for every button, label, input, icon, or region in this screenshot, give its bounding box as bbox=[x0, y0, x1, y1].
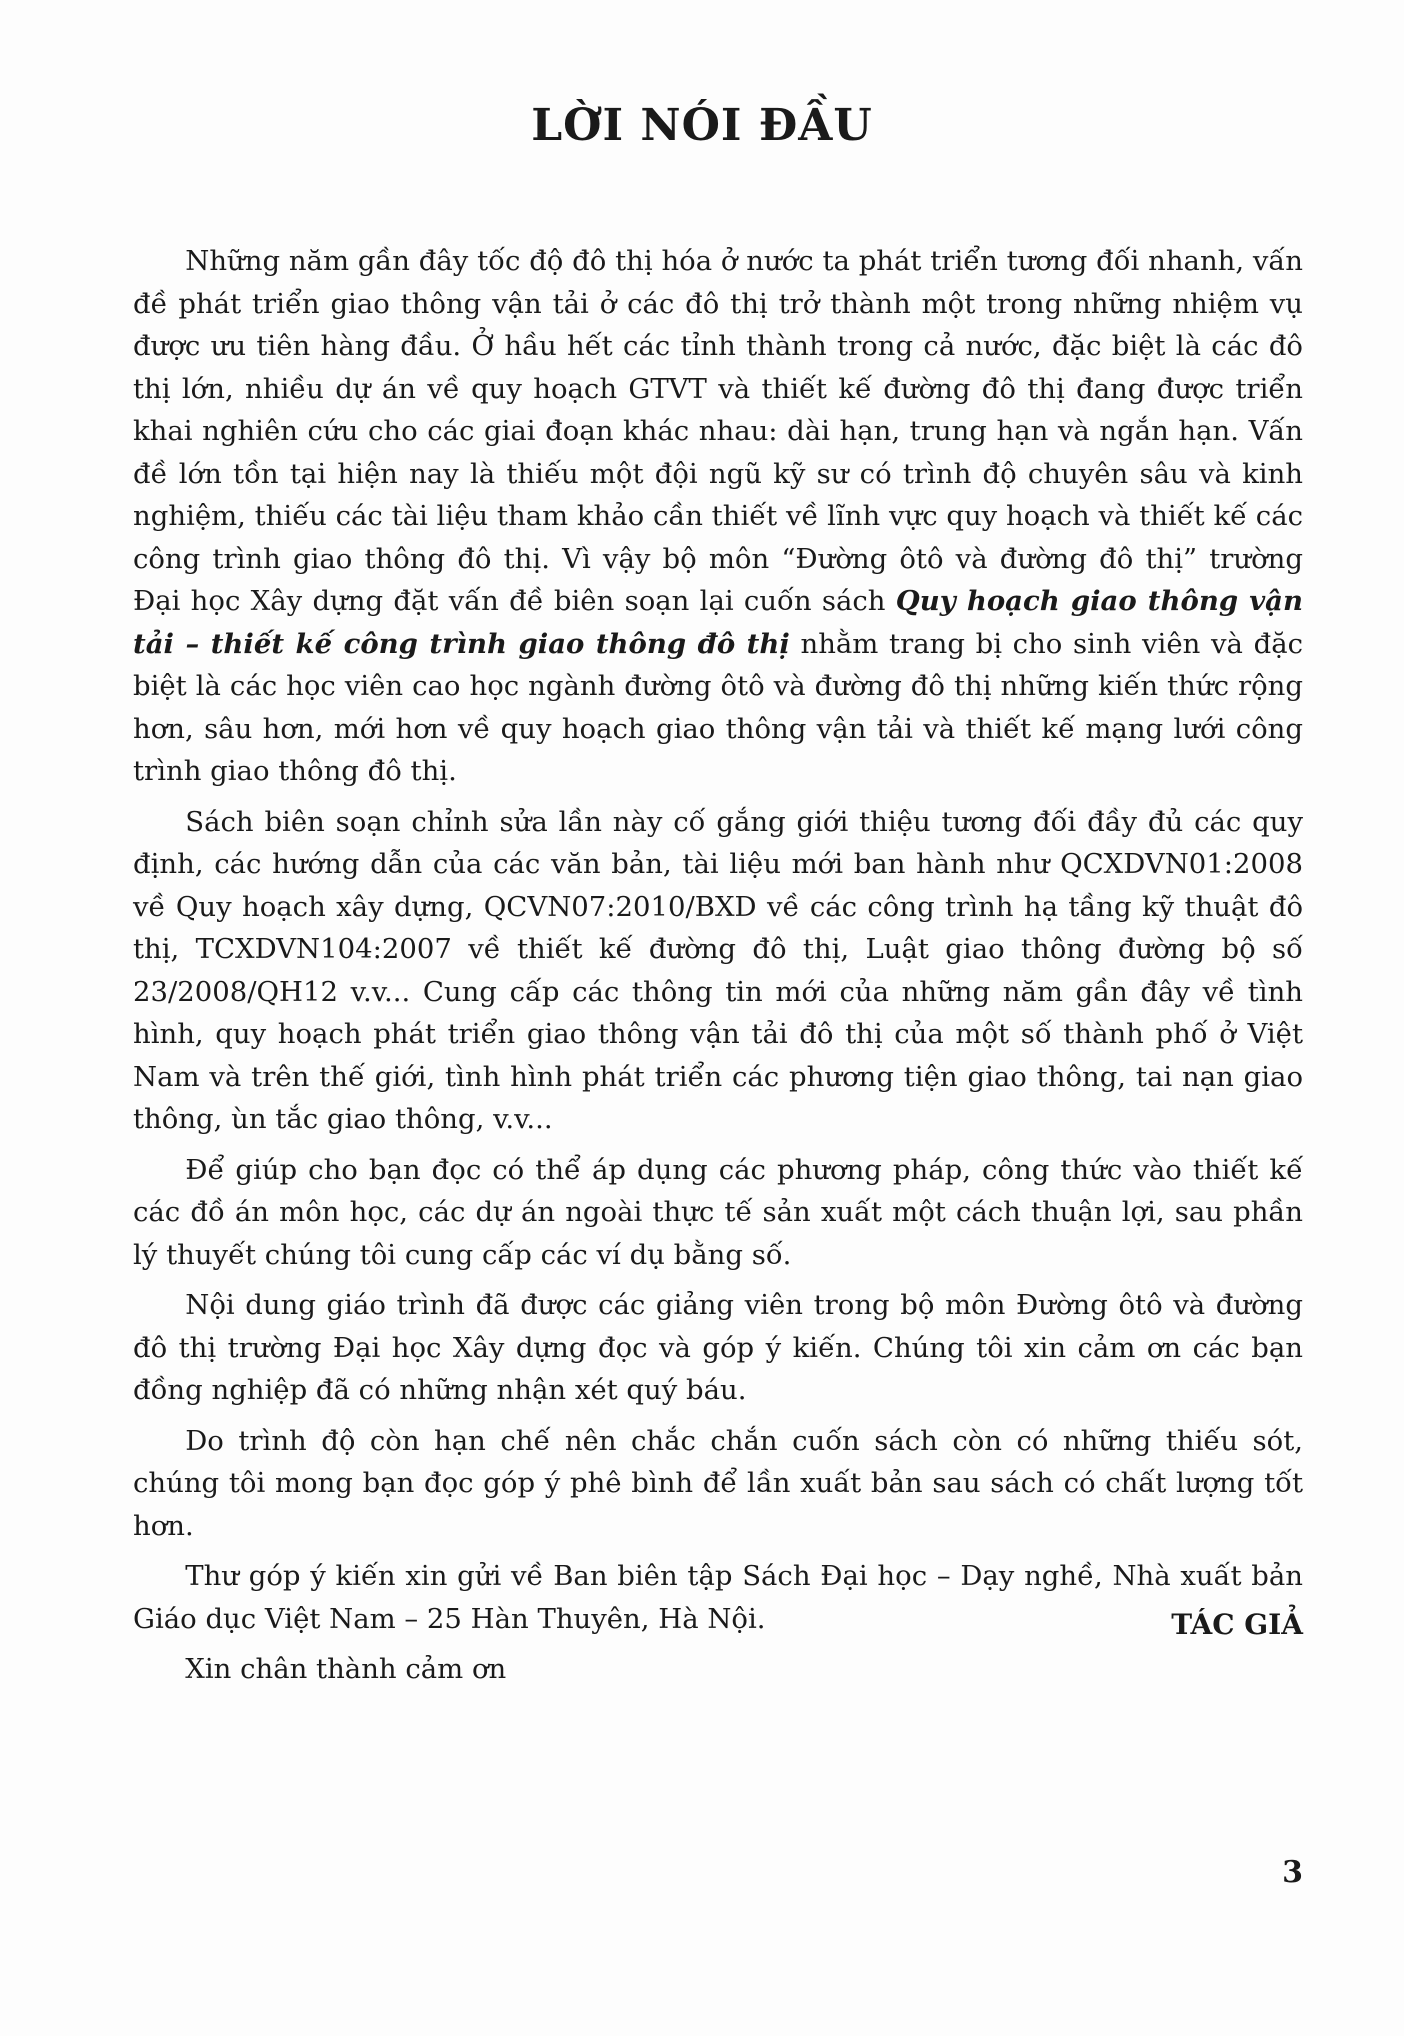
book-title-emphasis: Quy hoạch giao thông vận tải – thiết kế công trình giao thông đô thị bbox=[133, 585, 1303, 660]
paragraph-1-text-b: nhằm trang bị cho sinh viên và đặc biệt là các học viên cao học ngành đường ôtô và đường đô thị những kiến thức rộng hơn, sâu hơn, mới hơn về quy hoạch giao thông vận tải và thiết kế mạng lưới công trình giao thông đô thị. bbox=[133, 627, 1303, 787]
paragraph-2: Sách biên soạn chỉnh sửa lần này cố gắng giới thiệu tương đối đầy đủ các quy định, các hướng dẫn của các văn bản, tài liệu mới ban hành như QCXDVN01:2008 về Quy hoạch xây dựng, QCVN07:2010/BXD về các công trình hạ tầng kỹ thuật đô thị, TCXDVN104:2007 về thiết kế đường đô thị, Luật giao thông đường bộ số 23/2008/QH12 v.v... Cung cấp các thông tin mới của những năm gần đây về tình hình, quy hoạch phát triển giao thông vận tải đô thị của một số thành phố ở Việt Nam và trên thế giới, tình hình phát triển các phương tiện giao thông, tai nạn giao thông, ùn tắc giao thông, v.v... bbox=[133, 805, 1303, 1135]
author-signature: TÁC GIẢ bbox=[1171, 1608, 1303, 1641]
page-title: LỜI NÓI ĐẦU bbox=[531, 100, 873, 151]
paragraph-6: Thư góp ý kiến xin gửi về Ban biên tập Sách Đại học – Dạy nghề, Nhà xuất bản Giáo dục Việt Nam – 25 Hàn Thuyên, Hà Nội. bbox=[133, 1560, 1303, 1635]
page-number: 3 bbox=[1282, 1855, 1303, 1890]
paragraph-1 bbox=[133, 240, 1303, 793]
paragraph-5: Do trình độ còn hạn chế nên chắc chắn cuốn sách còn có những thiếu sót, chúng tôi mong bạn đọc góp ý phê bình để lần xuất bản sau sách có chất lượng tốt hơn. bbox=[133, 1424, 1303, 1542]
paragraph-4: Nội dung giáo trình đã được các giảng viên trong bộ môn Đường ôtô và đường đô thị trường Đại học Xây dựng đọc và góp ý kiến. Chúng tôi xin cảm ơn các bạn đồng nghiệp đã có những nhận xét quý báu. bbox=[133, 1289, 1303, 1406]
paragraph-3: Để giúp cho bạn đọc có thể áp dụng các phương pháp, công thức vào thiết kế các đồ án môn học, các dự án ngoài thực tế sản xuất một cách thuận lợi, sau phần lý thuyết chúng tôi cung cấp các ví dụ bằng số. bbox=[133, 1153, 1303, 1271]
paragraph-1-text-a: Những năm gần đây tốc độ đô thị hóa ở nước ta phát triển tương đối nhanh, vấn đề phát triển giao thông vận tải ở các đô thị trở thành một trong những nhiệm vụ được ưu tiên hàng đầu. Ở hầu hết các tỉnh thành trong cả nước, đặc biệt là các đô thị lớn, nhiều dự án về quy hoạch GTVT và thiết kế đường đô thị đang được triển khai nghiên cứu cho các giai đoạn khác nhau: dài hạn, trung hạn và ngắn hạn. Vấn đề lớn tồn tại hiện nay là thiếu một đội ngũ kỹ sư có trình độ chuyên sâu và kinh nghiệm, thiếu các tài liệu tham khảo cần thiết về lĩnh vực quy hoạch và thiết kế các công trình giao thông đô thị. Vì vậy bộ môn “Đường ôtô và đường đô thị” trường Đại học Xây dựng đặt vấn đề biên soạn lại cuốn sách bbox=[133, 245, 1303, 617]
preface-body bbox=[133, 240, 1303, 1699]
paragraph-7: Xin chân thành cảm ơn bbox=[185, 1653, 507, 1685]
